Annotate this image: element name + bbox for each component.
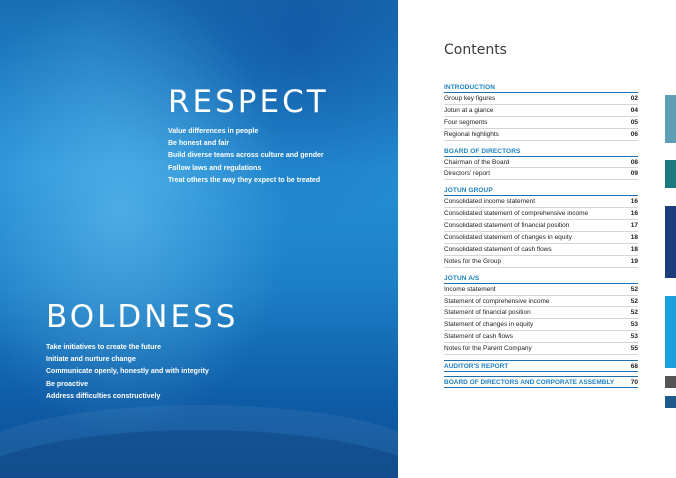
section-tab [665, 206, 676, 278]
section-tab [665, 95, 676, 143]
contents-title: Contents [444, 42, 507, 58]
respect-value: Be honest and fair [168, 140, 230, 148]
toc-row[interactable] [444, 256, 638, 268]
toc-row[interactable] [444, 208, 638, 220]
section-tab [665, 376, 676, 388]
toc-page-number: 18 [630, 245, 638, 253]
toc-page-number: 18 [630, 234, 638, 242]
toc-page-number: 53 [630, 321, 638, 329]
toc-page-number: 52 [630, 309, 638, 317]
section-tab [665, 160, 676, 188]
toc-row[interactable] [444, 296, 638, 308]
respect-value: Follow laws and regulations [168, 164, 262, 172]
toc-entry-label: Statement of cash flows [444, 333, 514, 341]
boldness-heading: BOLDNESS [46, 299, 239, 335]
toc-page-number: 52 [630, 297, 638, 305]
toc-page-number: 08 [630, 158, 638, 166]
toc-page-number: 53 [630, 333, 638, 341]
toc-section-jotun-group [444, 185, 638, 267]
respect-heading: RESPECT [168, 84, 329, 120]
toc-entry-label: Income statement [444, 285, 496, 293]
toc-row[interactable] [444, 117, 638, 129]
toc-section-header[interactable]: JOTUN A/S [444, 273, 638, 284]
boldness-value: Be proactive [46, 380, 89, 388]
section-tab [665, 396, 676, 408]
toc-page-number: 09 [630, 170, 638, 178]
boldness-value: Address difficulties constructively [46, 392, 161, 400]
boldness-values [46, 342, 209, 403]
toc-page-number: 16 [630, 210, 638, 218]
toc-row[interactable] [444, 93, 638, 105]
toc-row[interactable] [444, 307, 638, 319]
toc-row[interactable] [444, 105, 638, 117]
toc-row[interactable] [444, 331, 638, 343]
toc-entry-label: Statement of comprehensive income [444, 297, 550, 305]
toc-row[interactable] [444, 343, 638, 355]
respect-value: Build diverse teams across culture and gender [168, 152, 324, 160]
toc-page-number: 06 [630, 130, 638, 138]
toc-page-number: 02 [630, 95, 638, 102]
boldness-value: Initiate and nurture change [46, 356, 136, 364]
respect-value: Value differences in people [168, 128, 259, 135]
toc-entry-label: Jotun at a glance [444, 106, 494, 114]
toc-page-number: 17 [630, 222, 638, 230]
toc-board-and-assembly[interactable] [444, 376, 638, 388]
toc-entry-label: Consolidated statement of changes in equity [444, 234, 572, 242]
toc-page-number: 68 [630, 363, 638, 371]
toc-page-number: 16 [630, 198, 638, 206]
toc-entry-label: Consolidated statement of cash flows [444, 245, 552, 253]
toc-row[interactable] [444, 319, 638, 331]
toc-entry-label: Group key figures [444, 95, 496, 102]
toc-page-number: 70 [630, 379, 638, 387]
toc-section-header[interactable]: JOTUN GROUP [444, 185, 638, 196]
toc-page-number: 52 [630, 285, 638, 293]
toc-auditors-report[interactable] [444, 360, 638, 372]
toc-entry-label: Consolidated statement of comprehensive income [444, 210, 589, 218]
toc-row[interactable] [444, 232, 638, 244]
toc-section-board [444, 146, 638, 181]
toc-section-header[interactable]: BOARD OF DIRECTORS [444, 146, 638, 157]
toc-row[interactable] [444, 168, 638, 180]
toc-entry-label: Four segments [444, 118, 488, 126]
respect-values [168, 126, 324, 187]
toc-row[interactable] [444, 244, 638, 256]
toc-page-number: 04 [630, 106, 638, 114]
respect-value: Treat others the way they expect to be treated [168, 176, 321, 184]
toc-entry-label: Notes for the Group [444, 257, 502, 265]
boldness-value: Take initiatives to create the future [46, 344, 162, 351]
toc-row[interactable] [444, 196, 638, 208]
section-tab [665, 296, 676, 368]
toc-entry-label: Directors' report [444, 170, 491, 178]
toc-row[interactable] [444, 129, 638, 141]
toc-entry-label: AUDITOR'S REPORT [444, 363, 509, 371]
boldness-value: Communicate openly, honestly and with integrity [46, 368, 209, 376]
toc-section-jotun-as [444, 273, 638, 355]
toc-page-number: 05 [630, 118, 638, 126]
toc-page-number: 55 [630, 345, 638, 353]
toc-entry-label: Chairman of the Board [444, 158, 510, 166]
toc-entry-label: Regional highlights [444, 130, 499, 138]
toc-entry-label: Consolidated statement of financial position [444, 222, 570, 230]
toc-row[interactable] [444, 284, 638, 296]
toc-entry-label: Statement of financial position [444, 309, 531, 317]
toc-entry-label: Notes for the Parent Company [444, 345, 532, 353]
toc-page-number: 19 [630, 257, 638, 265]
toc-entry-label: BOARD OF DIRECTORS AND CORPORATE ASSEMBLY [444, 379, 615, 387]
toc-entry-label: Consolidated income statement [444, 198, 536, 206]
toc-section-header[interactable]: INTRODUCTION [444, 82, 638, 93]
toc-entry-label: Statement of changes in equity [444, 321, 534, 329]
toc-section-introduction [444, 82, 638, 141]
toc-row[interactable] [444, 157, 638, 169]
table-of-contents [444, 82, 638, 392]
toc-row[interactable] [444, 220, 638, 232]
